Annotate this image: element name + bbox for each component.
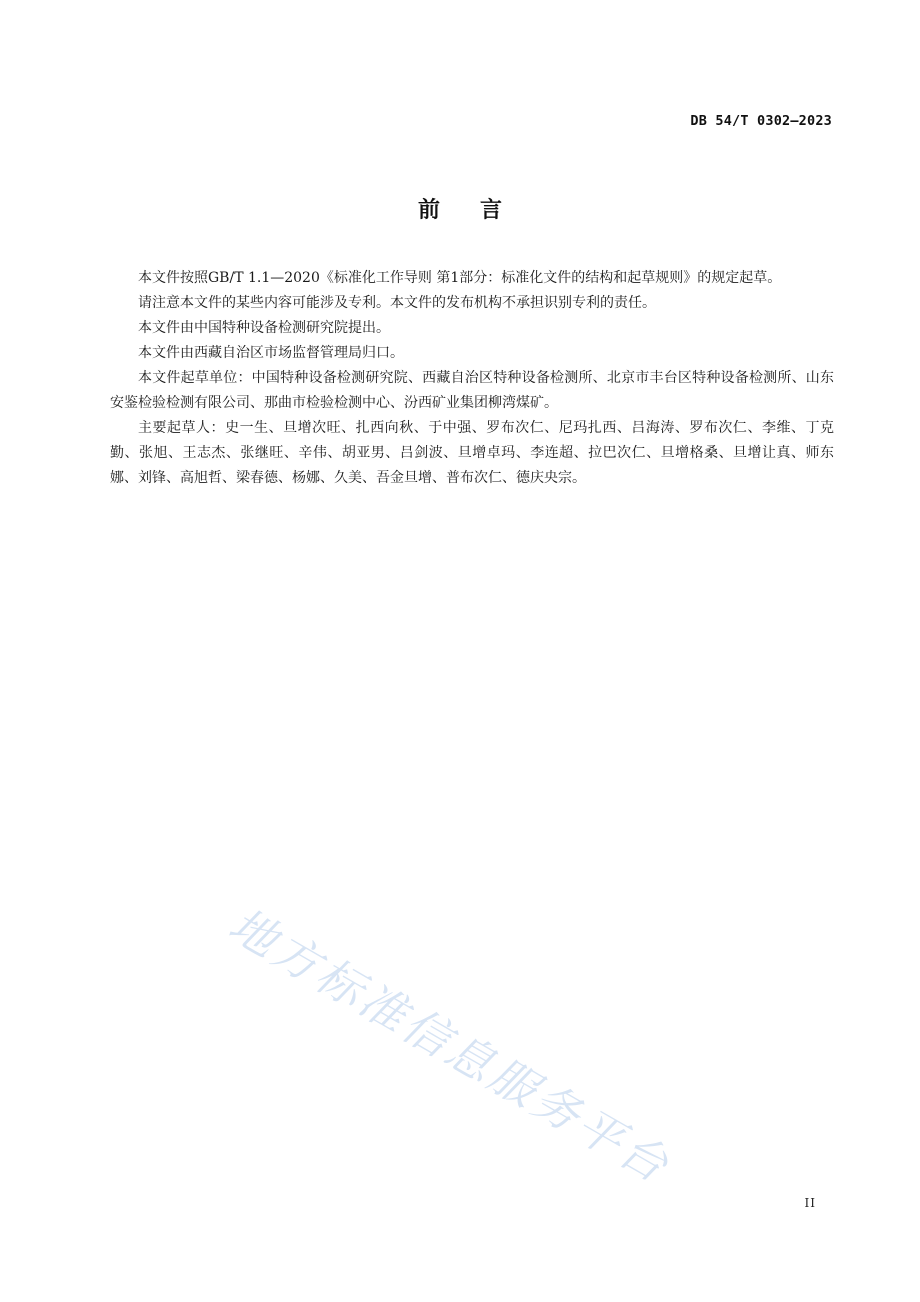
page-number: II	[804, 1196, 816, 1210]
paragraph-proposer: 本文件由中国特种设备检测研究院提出。	[138, 320, 390, 336]
paragraph-patent-notice: 请注意本文件的某些内容可能涉及专利。本文件的发布机构不承担识别专利的责任。	[138, 295, 656, 311]
foreword-body	[110, 266, 834, 491]
watermark-text: 地方标准信息服务平台	[220, 897, 681, 1194]
paragraph-main-drafters: 主要起草人：史一生、旦增次旺、扎西向秋、于中强、罗布次仁、尼玛扎西、吕海涛、罗布次仁、李维、丁克勤、张旭、王志杰、张继旺、辛伟、胡亚男、吕剑波、旦增卓玛、李连超、拉巴次仁、旦增格桑、旦增让真、师东娜、刘锋、高旭哲、梁春德、杨娜、久美、吾金旦增、普布次仁、德庆央宗。	[110, 420, 834, 486]
paragraph-drafting-rules: 本文件按照GB/T 1.1—2020《标准化工作导则 第1部分：标准化文件的结构和起草规则》的规定起草。	[138, 270, 782, 286]
paragraph-administrator: 本文件由西藏自治区市场监督管理局归口。	[138, 345, 404, 361]
foreword-title: 前言	[417, 198, 542, 223]
document-code: DB 54/T 0302—2023	[690, 113, 832, 129]
paragraph-drafting-units: 本文件起草单位：中国特种设备检测研究院、西藏自治区特种设备检测所、北京市丰台区特种设备检测所、山东安鉴检验检测有限公司、那曲市检验检测中心、汾西矿业集团柳湾煤矿。	[110, 370, 834, 411]
